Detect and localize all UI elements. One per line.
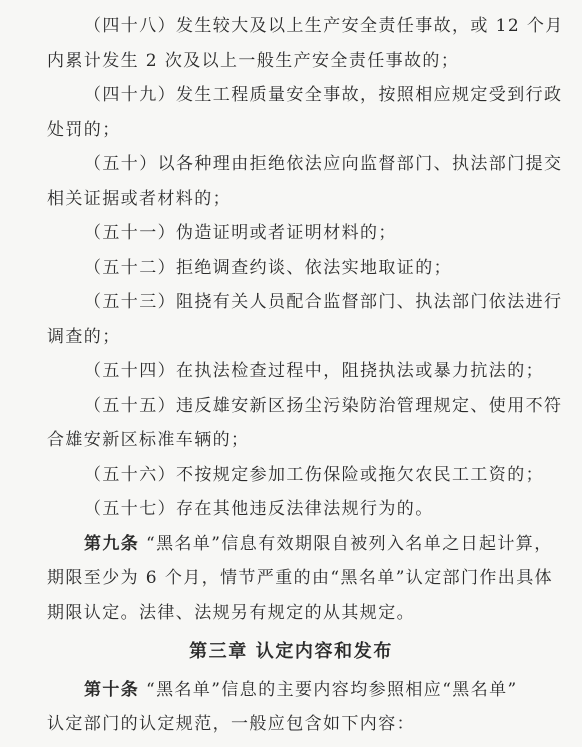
article-10-line-2: 认定部门的认定规范，一般应包含如下内容： (47, 714, 415, 734)
chapter-3-heading: 第三章 认定内容和发布 (189, 641, 393, 662)
item-55-line-2: 合雄安新区标准车辆的； (47, 430, 250, 450)
item-48-line-1: （四十八）发生较大及以上生产安全责任事故，或 12 个月 (84, 16, 564, 36)
article-10-line-1 (0, 680, 582, 700)
item-55-line-1: （五十五）违反雄安新区扬尘污染防治管理规定、使用不符 (84, 395, 563, 416)
item-56: （五十六）不按规定参加工伤保险或拖欠农民工工资的； (84, 464, 544, 485)
item-48-line-2: 内累计发生 2 次及以上一般生产安全责任事故的； (47, 50, 460, 71)
item-49-line-1: （四十九）发生工程质量安全事故，按照相应规定受到行政 (84, 85, 563, 105)
item-53-line-2: 调查的； (47, 326, 121, 347)
item-51: （五十一）伪造证明或者证明材料的； (84, 223, 397, 243)
article-9-line-2: 期限至少为 6 个月，情节严重的由“黑名单”认定部门作出具体 (47, 568, 554, 588)
item-50-line-1: （五十）以各种理由拒绝依法应向监督部门、执法部门提交 (84, 154, 563, 174)
item-57: （五十七）存在其他违反法律法规行为的。 (84, 499, 434, 519)
article-10-label: 第十条 (84, 679, 140, 700)
item-53-line-1: （五十三）阻挠有关人员配合监督部门、执法部门依法进行 (84, 292, 563, 312)
item-50-line-2: 相关证据或者材料的； (47, 188, 231, 209)
article-9-line-1 (0, 534, 582, 554)
item-54: （五十四）在执法检查过程中，阻挠执法或暴力抗法的； (84, 361, 544, 381)
item-49-line-2: 处罚的； (47, 119, 121, 140)
article-9-label: 第九条 (84, 533, 140, 554)
article-9-line-3: 期限认定。法律、法规另有规定的从其规定。 (47, 602, 415, 623)
article-9-text: “黑名单”信息有效期限自被列入名单之日起计算， (146, 533, 553, 554)
item-52: （五十二）拒绝调查约谈、依法实地取证的； (84, 257, 452, 278)
article-10-text: “黑名单”信息的主要内容均参照相应“黑名单” (146, 679, 518, 700)
